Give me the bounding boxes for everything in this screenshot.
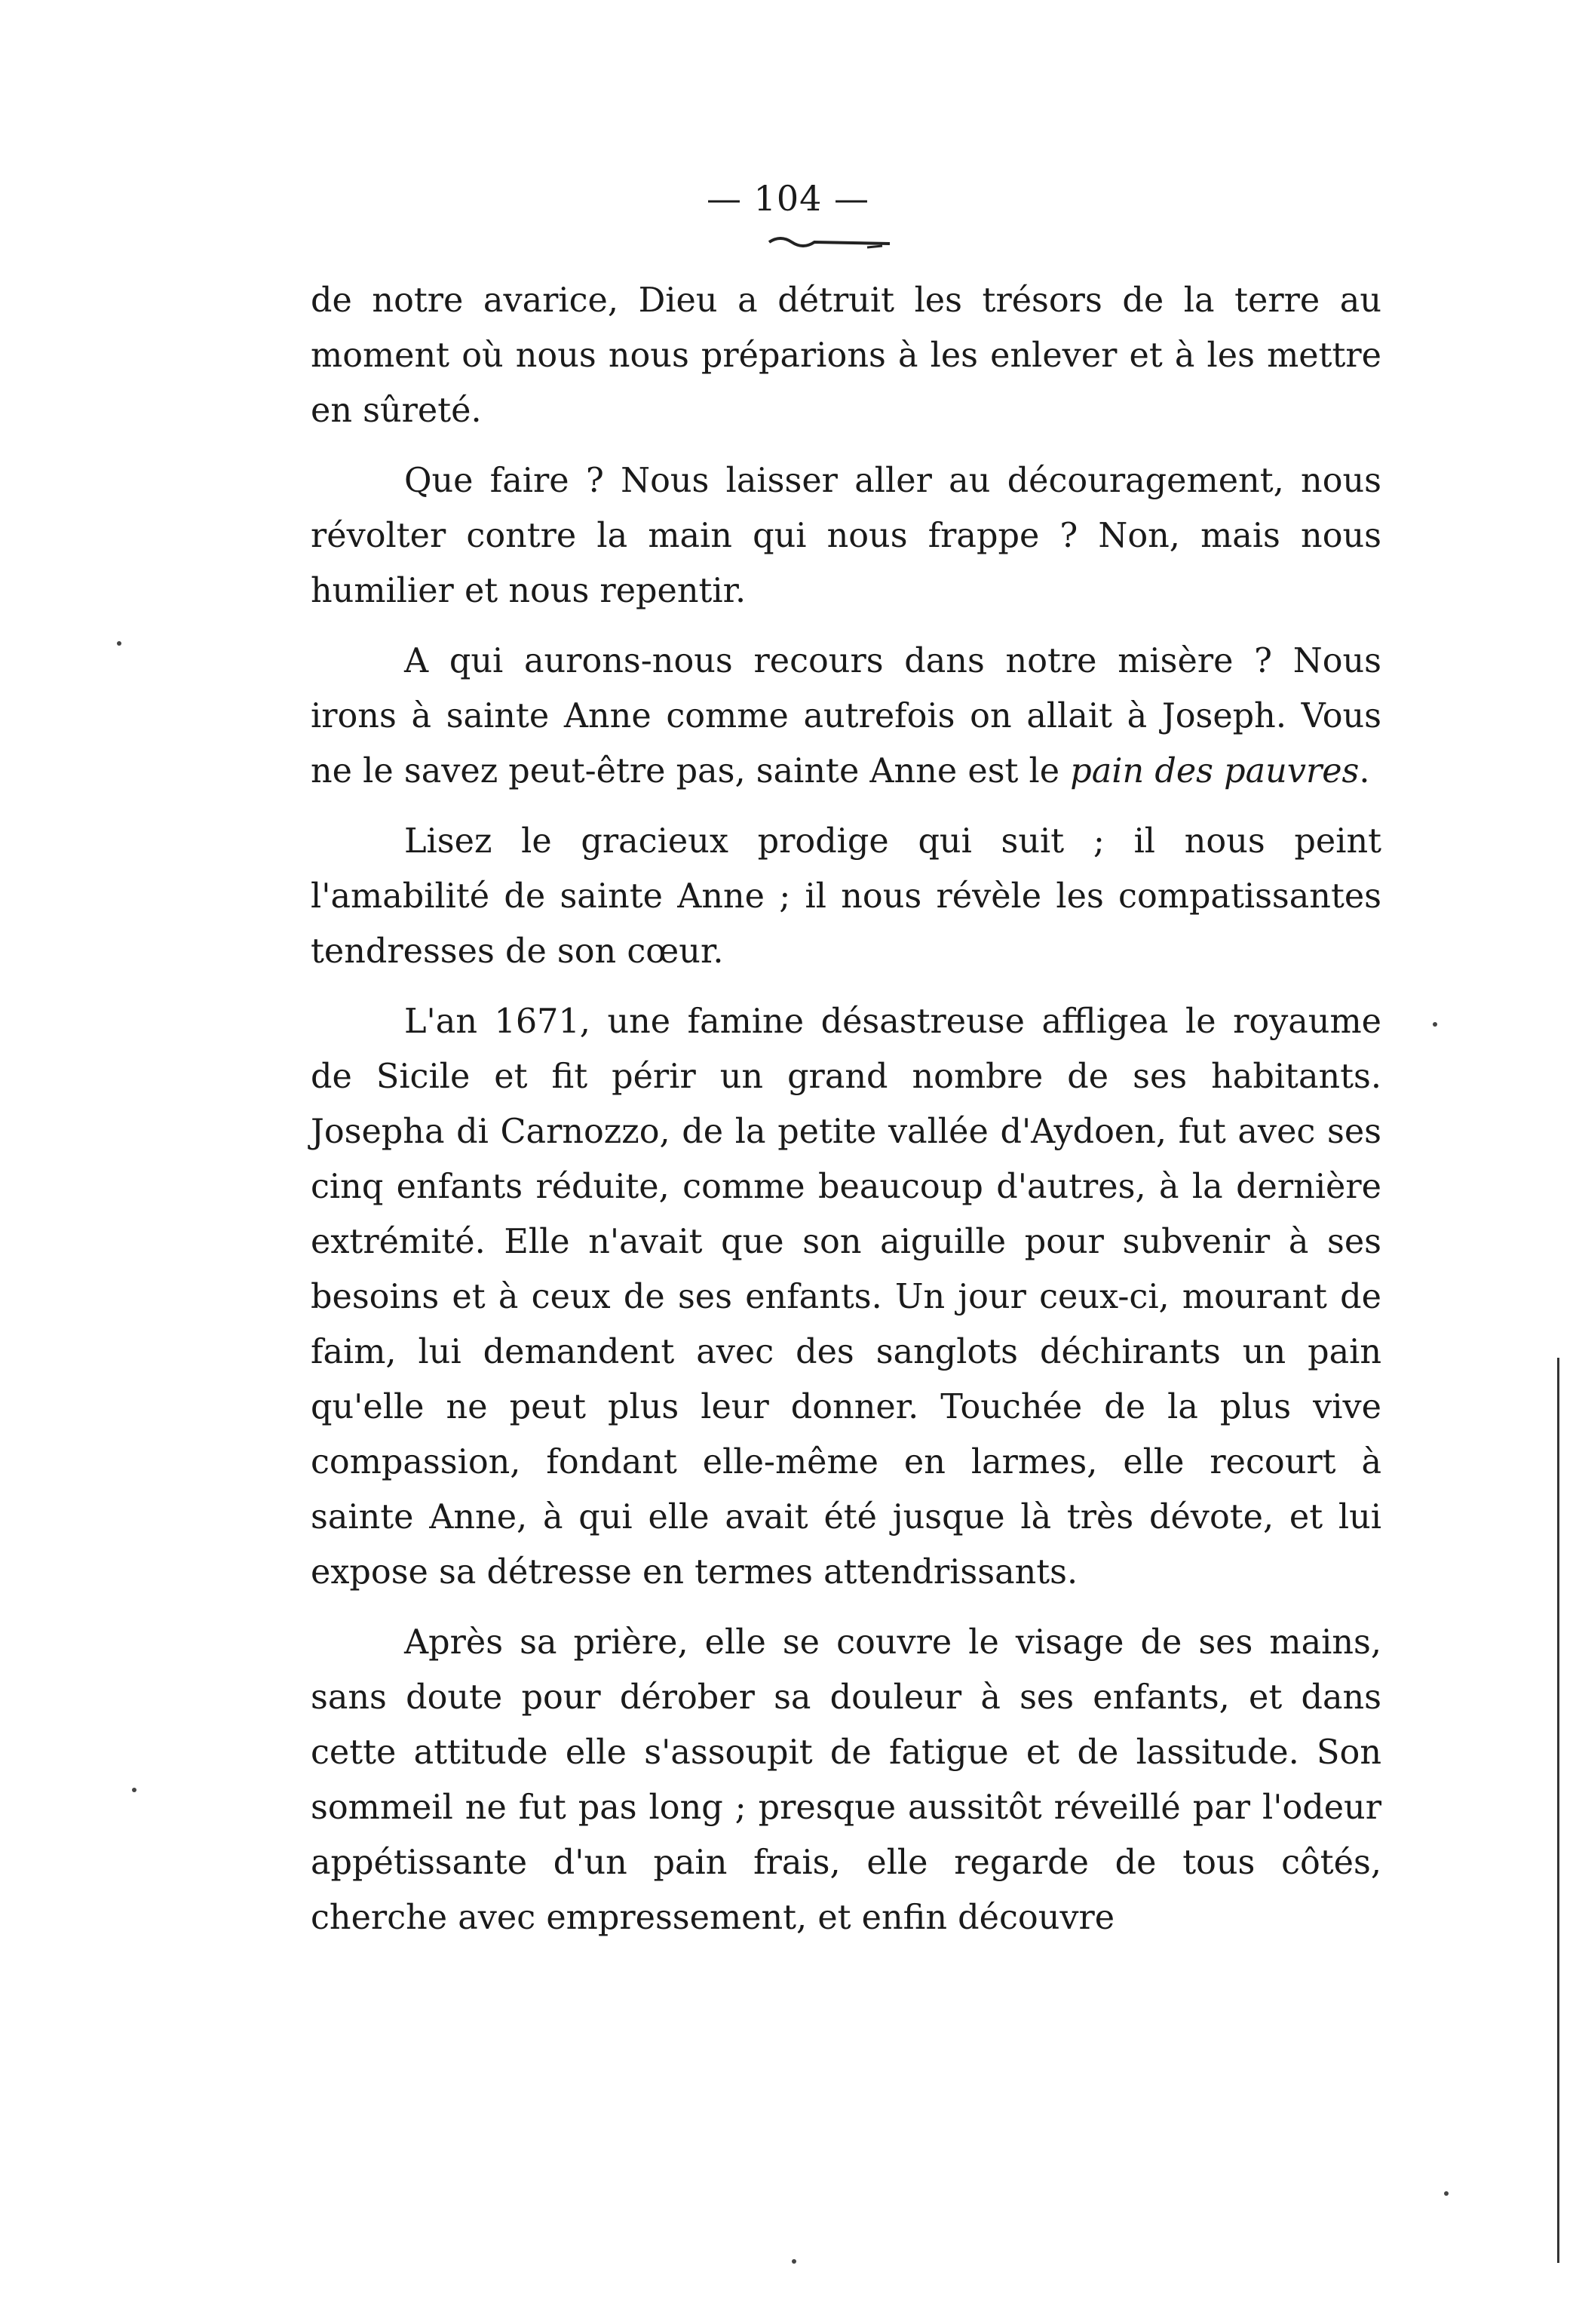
scan-speck [1433,1022,1437,1027]
paragraph-3-text: A qui aurons-nous recours dans notre misère ? Nous irons à sainte Anne comme autrefois on allait à Joseph. Vous ne le savez peut-être pas, sainte Anne est le [311,642,1381,791]
body-text [311,273,1381,1960]
scan-speck [117,641,121,646]
paragraph-3 [311,634,1381,799]
emphasis-pain-des-pauvres: pain des pauvres [1070,752,1360,791]
scan-speck [132,1788,136,1792]
decorative-ornament [754,231,905,253]
paragraph-1: de notre avarice, Dieu a détruit les trésors de la terre au moment où nous nous préparions à les enlever et à les mettre en sûreté. [311,281,1381,430]
paragraph-6: Après sa prière, elle se couvre le visage de ses mains, sans doute pour dérober sa douleur à ses enfants, et dans cette attitude elle s'assoupit de fatigue et de lassitude. Son sommeil ne fut pas long ; presque aussitôt réveillé par l'odeur appétissante d'un pain frais, elle regarde de tous côtés, cherche avec empressement, et enfin découvre [311,1623,1381,1937]
paragraph-5: L'an 1671, une famine désastreuse affligea le royaume de Sicile et fit périr un grand nombre de ses habitants. Josepha di Carnozzo, de la petite vallée d'Aydoen, fut avec ses cinq enfants réduite, comme beaucoup d'autres, à la dernière extrémité. Elle n'avait que son aiguille pour subvenir à ses besoins et à ceux de ses enfants. Un jour ceux-ci, mourant de faim, lui demandent avec des sanglots déchirants un pain qu'elle ne peut plus leur donner. Touchée de la plus vive compassion, fondant elle-même en larmes, elle recourt à sainte Anne, à qui elle avait été jusque là très dévote, et lui expose sa détresse en termes attendrissants. [311,1002,1381,1592]
scan-edge-line [1557,1358,1559,2263]
paragraph-2: Que faire ? Nous laisser aller au découragement, nous révolter contre la main qui nous frappe ? Non, mais nous humilier et nous repentir. [311,462,1381,610]
paragraph-3-end: . [1359,752,1370,791]
paragraph-4: Lisez le gracieux prodige qui suit ; il nous peint l'amabilité de sainte Anne ; il nous révèle les compatissantes tendresses de son cœur. [311,822,1381,971]
scan-speck [1444,2191,1449,2196]
page-number: — 104 — [706,178,870,219]
scan-speck [792,2259,796,2264]
